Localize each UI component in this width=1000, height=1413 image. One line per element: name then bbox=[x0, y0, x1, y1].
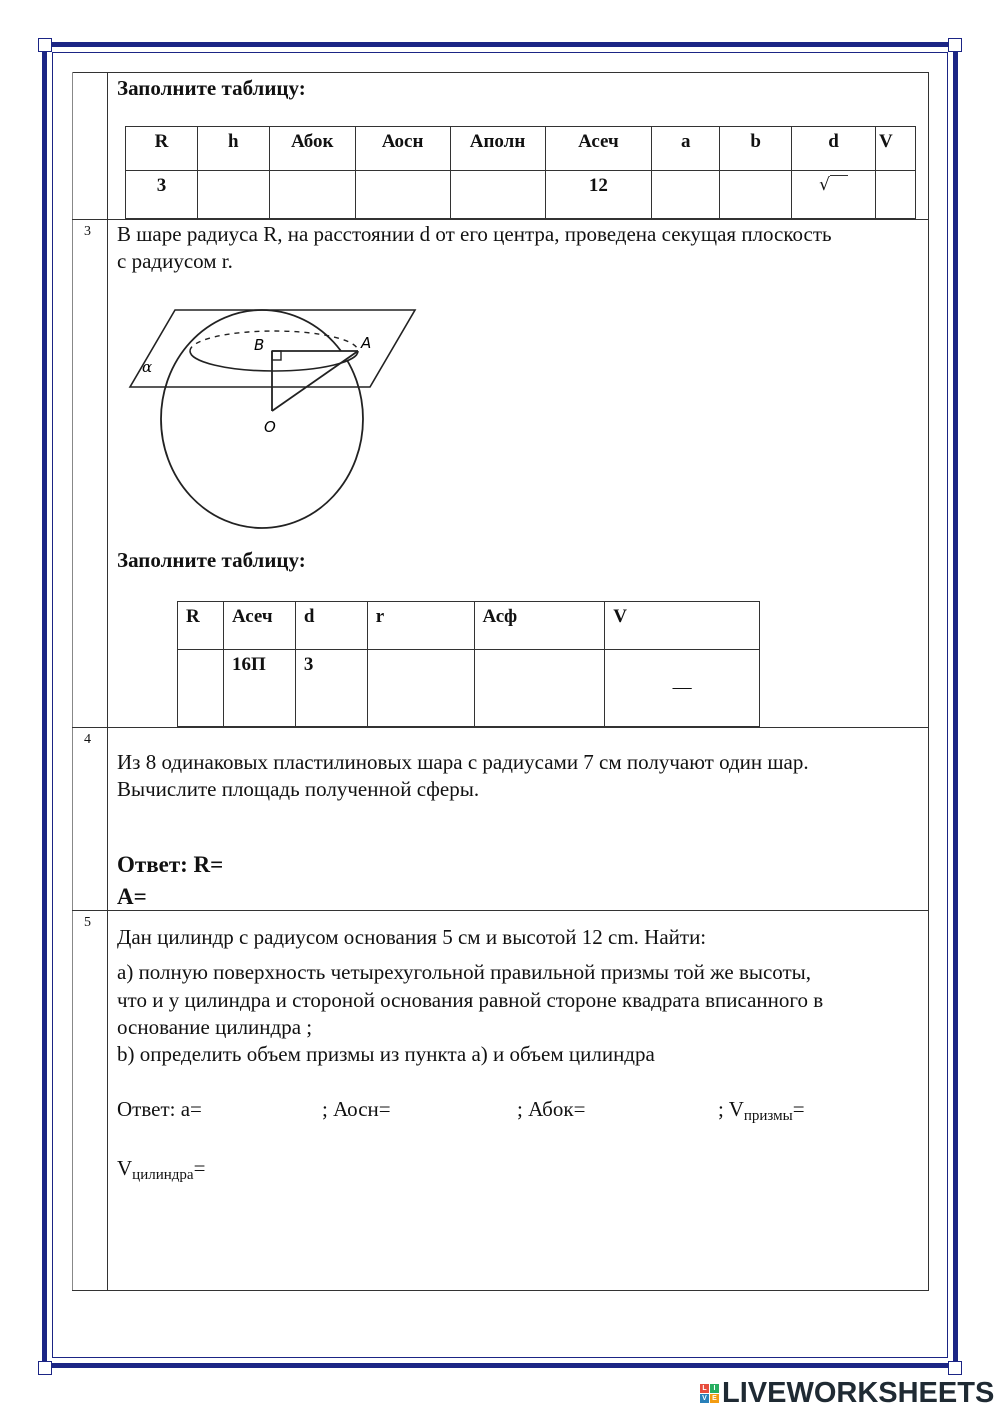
table-bottom-border bbox=[72, 1290, 929, 1291]
border-corner bbox=[948, 38, 962, 52]
task-number: 3 bbox=[84, 224, 91, 239]
header-cell: a bbox=[652, 127, 720, 171]
task3-table bbox=[177, 601, 760, 727]
header-cell: R bbox=[126, 127, 198, 171]
table-cell[interactable] bbox=[875, 171, 915, 219]
table-cell[interactable] bbox=[720, 171, 792, 219]
table-cell[interactable] bbox=[792, 171, 876, 219]
border-corner bbox=[38, 38, 52, 52]
task4-answer-A: A= bbox=[117, 884, 147, 909]
task2-table bbox=[125, 126, 916, 219]
row-divider bbox=[72, 910, 929, 911]
sphere-figure bbox=[120, 290, 430, 540]
border-corner bbox=[948, 1361, 962, 1375]
header-cell: V bbox=[605, 602, 760, 650]
answer-vprism: ; $V_{призмы}=$ bbox=[718, 1097, 805, 1124]
table-right-border bbox=[928, 72, 929, 1291]
task5-line: основание цилиндра ; bbox=[117, 1015, 313, 1039]
logo-mark-icon: L I V E bbox=[700, 1384, 719, 1403]
header-cell: h bbox=[197, 127, 269, 171]
header-cell: Асф bbox=[474, 602, 605, 650]
task5-line: b) определить объем призмы из пункта а) и объем цилиндра bbox=[117, 1042, 655, 1066]
table-cell[interactable] bbox=[474, 650, 605, 727]
label-B: B bbox=[254, 336, 265, 354]
sqrt-icon: √ bbox=[819, 175, 830, 195]
table-cell[interactable] bbox=[652, 171, 720, 219]
task-number: 5 bbox=[84, 915, 91, 930]
answer-label: Ответ: a= bbox=[117, 1097, 202, 1121]
table-cell[interactable] bbox=[197, 171, 269, 219]
table-cell[interactable]: 16П bbox=[223, 650, 295, 727]
border-corner bbox=[38, 1361, 52, 1375]
task-number: 4 bbox=[84, 732, 91, 747]
table-cell[interactable]: 3 bbox=[295, 650, 367, 727]
task5-line: a) полную поверхность четырехугольной правильной призмы той же высоты, bbox=[117, 960, 812, 984]
table-cell[interactable] bbox=[367, 650, 474, 727]
table-cell[interactable] bbox=[450, 171, 545, 219]
label-A: A bbox=[361, 334, 372, 352]
header-cell: V bbox=[875, 127, 915, 171]
table-cell[interactable]: 3 bbox=[126, 171, 198, 219]
label-O: O bbox=[264, 418, 276, 436]
liveworksheets-logo bbox=[700, 1376, 994, 1410]
header-cell: b bbox=[720, 127, 792, 171]
header-cell: Асеч bbox=[545, 127, 652, 171]
header-cell: Абок bbox=[269, 127, 355, 171]
header-cell: R bbox=[178, 602, 224, 650]
task5-line: что и у цилиндра и стороной основания равной стороне квадрата вписанного в bbox=[117, 988, 824, 1012]
header-cell: r bbox=[367, 602, 474, 650]
table-cell[interactable]: — bbox=[605, 650, 760, 727]
table-cell[interactable] bbox=[269, 171, 355, 219]
table-cell[interactable] bbox=[178, 650, 224, 727]
task4-line: Вычислите площадь полученной сферы. bbox=[117, 777, 480, 801]
answer-aosn: ; Аосн= bbox=[322, 1097, 391, 1121]
table-column-divider bbox=[107, 72, 108, 1291]
row-divider bbox=[72, 727, 929, 728]
table-left-border bbox=[72, 72, 73, 1291]
answer-abok: ; Абок= bbox=[517, 1097, 586, 1121]
task4-line: Из 8 одинаковых пластилиновых шара с радиусами 7 см получают один шар. bbox=[117, 750, 809, 774]
task3-heading: Заполните таблицу: bbox=[117, 548, 306, 572]
task5-line: Дан цилиндр с радиусом основания 5 см и высотой 12 cm. Найти: bbox=[117, 925, 707, 949]
label-alpha: α bbox=[142, 358, 153, 376]
header-cell: Асеч bbox=[223, 602, 295, 650]
task3-line: В шаре радиуса R, на расстоянии d от его центра, проведена секущая плоскость bbox=[117, 222, 832, 246]
task4-answer-R: Ответ: R= bbox=[117, 852, 224, 877]
header-cell: Аполн bbox=[450, 127, 545, 171]
table-top-border bbox=[72, 72, 929, 73]
header-cell: d bbox=[792, 127, 876, 171]
task2-heading: Заполните таблицу: bbox=[117, 76, 306, 100]
table-cell[interactable]: 12 bbox=[545, 171, 652, 219]
table-cell[interactable] bbox=[355, 171, 450, 219]
task3-line: с радиусом r. bbox=[117, 249, 233, 273]
header-cell: d bbox=[295, 602, 367, 650]
logo-text: LIVEWORKSHEETS bbox=[722, 1376, 995, 1409]
header-cell: Аосн bbox=[355, 127, 450, 171]
answer-vcyl: $V_{цилиндра}=$ bbox=[117, 1156, 206, 1183]
